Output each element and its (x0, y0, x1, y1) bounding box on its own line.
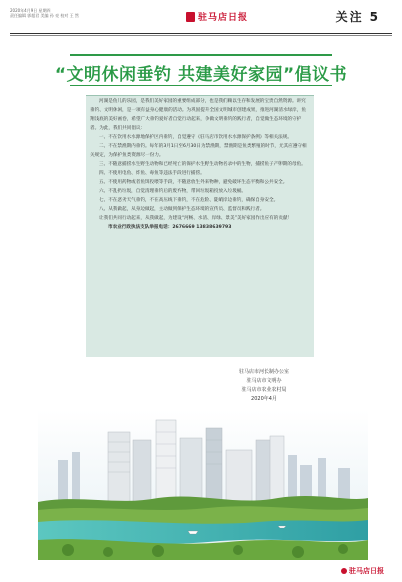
signature-date: 2020年4月 (251, 396, 277, 402)
signatory: 驻马店市农业农村局 (241, 387, 287, 393)
signatory: 驻马店市文明办 (246, 378, 282, 384)
signatory: 驻马店市河长制办公室 (238, 369, 289, 375)
section-label (336, 8, 378, 25)
page-title: “文明休闲垂钓 共建美好家园”倡议书 (54, 65, 348, 85)
article-paragraph: 八、从我做起，从身边做起，主动做到保护生态环境的宣传员、监督员和践行者。 (99, 207, 265, 212)
city-river-photo (38, 410, 368, 560)
article-paragraph: 七、不在恶劣天气垂钓，不在高压线下垂钓，不在危险、陡峭岸边垂钓，确保自身安全。 (99, 198, 279, 203)
header-rule (10, 33, 392, 34)
article-paragraph: 一、不在饮用水水源地保护区内垂钓，自觉遵守《驻马店市饮用水水源保护条例》等相关法规。 (99, 135, 292, 140)
logo-mark-icon (186, 12, 195, 22)
article-paragraph: 六、不乱扔垃圾，自觉清理垂钓后的废弃物，带回垃圾箱投放入垃圾桶。 (99, 189, 247, 194)
newspaper-name: 驻马店日报 (198, 13, 249, 23)
article-paragraph: 三、不随意捕捞水生野生动物和已经死亡的保护水生野生动物名录中的生物，捕捞鱼子产卵期的母鱼。 (99, 162, 306, 167)
article-paragraph: 四、不使用电鱼、炸鱼、毒鱼等违法手段进行捕捞。 (99, 171, 205, 176)
headline-bottom-bar (70, 85, 332, 86)
header-rule-thin (10, 35, 392, 36)
footer-logo-icon (341, 568, 347, 574)
header-editors: 责任编辑 郭超君 美编 孙 亮 校对 王 然 (10, 13, 79, 18)
newspaper-logo (186, 10, 248, 23)
article-paragraph: 让我们共同行动起来，从我做起，为建设“河畅、水清、岸绿、景美”美好家园作出应有的贡献！ (99, 216, 293, 221)
article-body (90, 97, 310, 232)
headline-top-bar (70, 54, 332, 56)
page-header (10, 8, 390, 34)
section-title: 关注 (335, 10, 364, 24)
article-paragraph: 二、不在禁渔期内垂钓。每年的3月1日至6月30日为禁渔期，禁渔期是鱼类繁殖的时节，尤其应遵守相关规定，为保护鱼类资源尽一份力。 (90, 144, 307, 158)
header-date: 2020年4月9日 星期四 (10, 8, 51, 13)
footer-logo (341, 566, 384, 576)
header-meta (10, 8, 130, 18)
footer-newspaper-name: 驻马店日报 (349, 566, 384, 575)
page-number: 5 (369, 10, 378, 24)
article-paragraph: 五、不使用药物或者鱼饵投喂等手段，不随意放生外来物种，避免破坏生态平衡和公共安全。 (99, 180, 288, 185)
article-paragraph: 河湖是鱼儿的乐园，是我们美好家园的重要组成部分，也是我们赖以生存和发展的宝贵自然资源。讲究垂钓、文明休闲，是一项有益身心健康的活动。为巩固提升全国文明城市创建成果，推进河湖清水绿岸，鱼翔浅底的美好画卷，希望广大垂钓爱好者自觉行动起来，争做文明垂钓的践行者，自觉做生态环境的守护者。为此，我们共同倡议： (90, 99, 306, 131)
signature-block (214, 368, 314, 404)
report-hotline: 市农业行政执法支队举报电话：2676669 13838639793 (108, 225, 232, 230)
